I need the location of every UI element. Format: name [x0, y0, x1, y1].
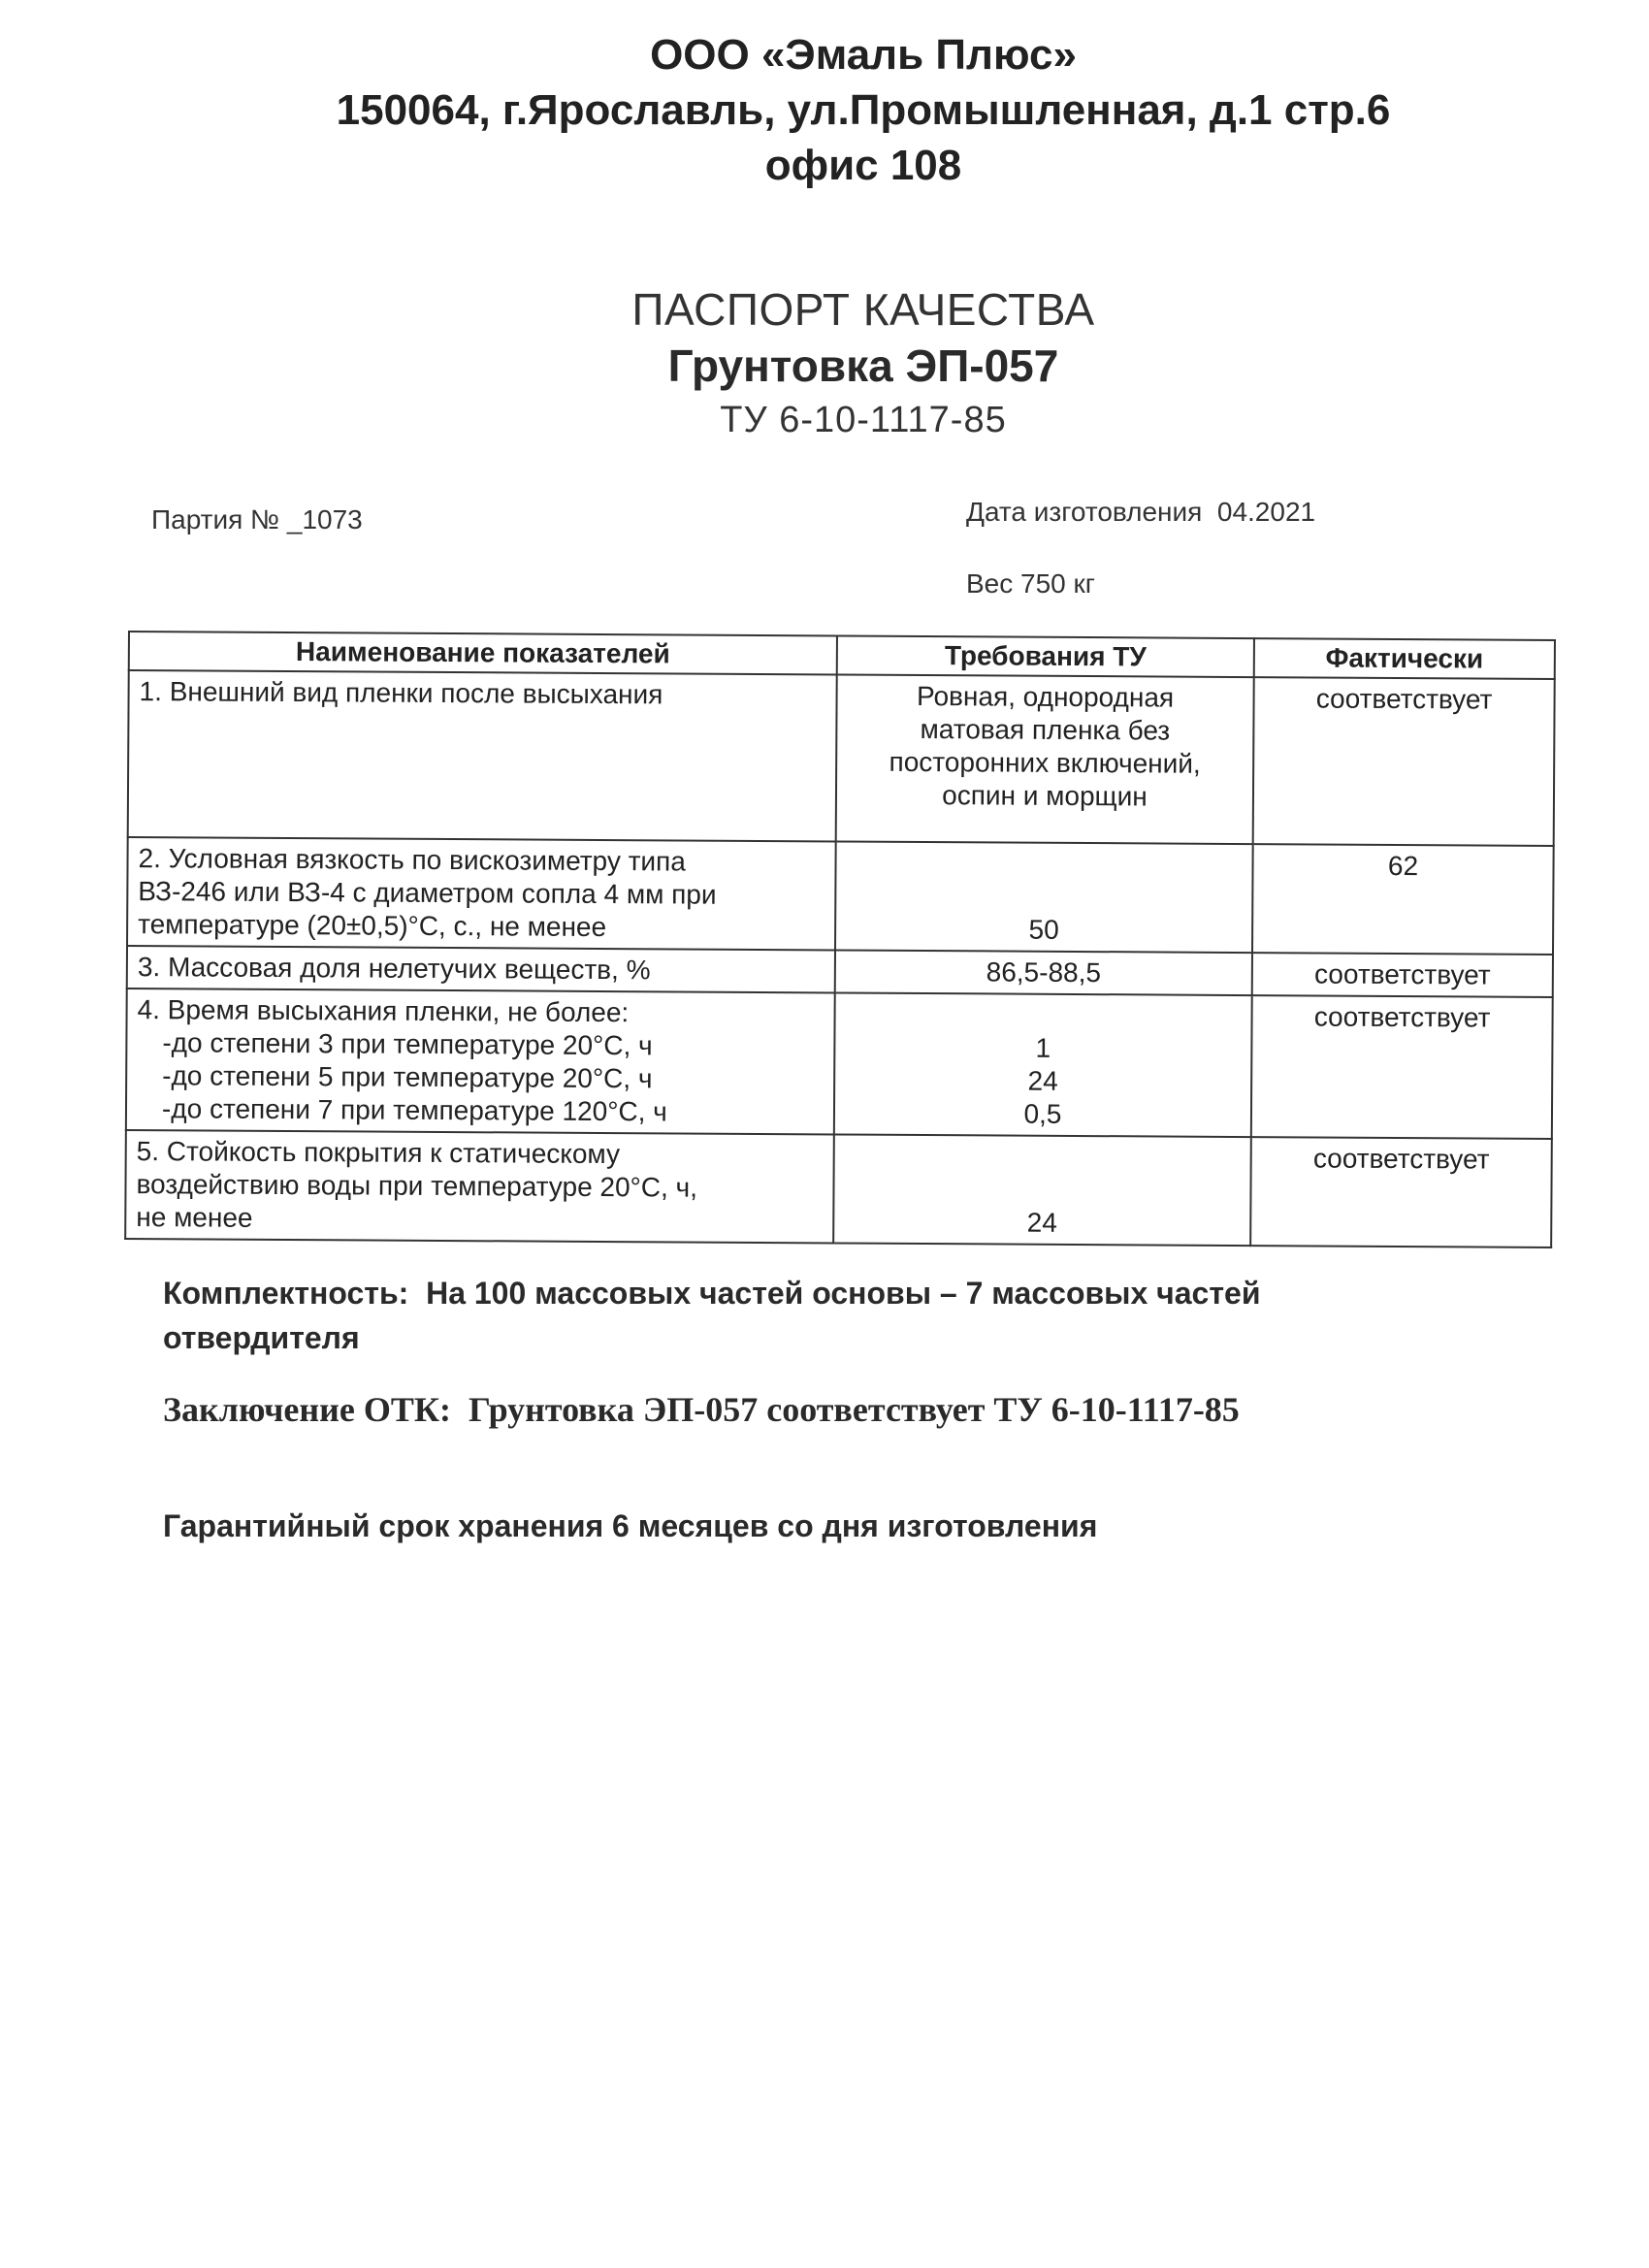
- specifications-table: [124, 631, 1556, 1248]
- header-indicator-name: Наименование показателей: [129, 632, 837, 674]
- table-row: [128, 670, 1555, 846]
- company-header: [0, 27, 1649, 193]
- actual-value: соответствует: [1251, 995, 1553, 1139]
- completeness-continuation: отвердителя: [163, 1320, 360, 1355]
- table-row: [125, 1130, 1552, 1247]
- indicator-line: 5. Стойкость покрытия к статическому: [136, 1136, 621, 1170]
- indicator-line: не менее: [136, 1202, 253, 1233]
- indicator-name: [127, 837, 836, 950]
- requirement: 24: [833, 1134, 1251, 1246]
- manufacture-date-value: 04.2021: [1216, 497, 1316, 527]
- indicator-line: воздействию воды при температуре 20°С, ч,: [136, 1169, 698, 1203]
- warranty-note: Гарантийный срок хранения 6 месяцев со дня изготовления: [163, 1508, 1098, 1543]
- company-address: 150064, г.Ярославль, ул.Промышленная, д.1 стр.6: [336, 86, 1391, 134]
- indicator-line: температуре (20±0,5)°С, с., не менее: [138, 909, 607, 943]
- requirement-line: посторонних включений,: [889, 746, 1201, 779]
- requirement: [836, 674, 1254, 844]
- conclusion-label: Заключение ОТК:: [163, 1390, 451, 1429]
- requirement-line: оспин и морщин: [942, 780, 1148, 812]
- requirement-line: матовая пленка без: [920, 713, 1171, 746]
- document-title: ПАСПОРТ КАЧЕСТВА: [631, 284, 1095, 335]
- requirement-line: 0,5: [1023, 1098, 1062, 1129]
- table-row: [127, 837, 1554, 955]
- indicator-line: ВЗ-246 или ВЗ-4 с диаметром сопла 4 мм при: [138, 876, 717, 910]
- indicator-line: 4. Время высыхания пленки, не более:: [137, 994, 630, 1028]
- actual-value: соответствует: [1253, 677, 1555, 846]
- indicator-line: -до степени 5 при температуре 20°С, ч: [162, 1060, 653, 1094]
- completeness-line: [163, 1271, 1260, 1315]
- indicator-line: 3. Массовая доля нелетучих веществ, %: [137, 952, 651, 986]
- indicator-line: -до степени 3 при температуре 20°С, ч: [162, 1027, 653, 1061]
- company-office: офис 108: [764, 142, 962, 189]
- completeness-text: На 100 массовых частей основы – 7 массовых частей: [426, 1276, 1261, 1311]
- indicator-name: [125, 1130, 834, 1243]
- requirement: [834, 992, 1252, 1137]
- manufacture-date-label: Дата изготовления: [966, 497, 1203, 527]
- requirement-line: 1: [1035, 1032, 1051, 1063]
- header-requirements: Требования ТУ: [837, 635, 1254, 677]
- requirement-line: 24: [1027, 1065, 1058, 1096]
- actual-value: 62: [1252, 844, 1554, 955]
- actual-value: соответствует: [1252, 953, 1553, 997]
- indicator-line: 1. Внешний вид пленки после высыхания: [139, 676, 663, 710]
- conclusion-text: Грунтовка ЭП-057 соответствует ТУ 6-10-1117-85: [468, 1390, 1240, 1429]
- header-actual: Фактически: [1254, 638, 1555, 679]
- actual-value: соответствует: [1250, 1137, 1552, 1247]
- qc-conclusion: [163, 1389, 1240, 1430]
- company-name: ООО «Эмаль Плюс»: [650, 31, 1077, 79]
- manufacture-date: [966, 497, 1315, 528]
- product-name: Грунтовка ЭП-057: [667, 340, 1059, 391]
- indicator-name: [126, 988, 835, 1134]
- technical-standard: ТУ 6-10-1117-85: [720, 400, 1007, 440]
- table-row: [126, 988, 1553, 1139]
- weight: Вес 750 кг: [966, 568, 1095, 599]
- requirement: 86,5-88,5: [835, 950, 1252, 995]
- batch-number: Партия № _1073: [151, 504, 363, 535]
- requirement: 50: [835, 841, 1253, 953]
- requirement-line: Ровная, однородная: [916, 680, 1175, 713]
- indicator-name: [128, 670, 837, 841]
- indicator-name: [127, 946, 835, 992]
- indicator-line: 2. Условная вязкость по вискозиметру типа: [138, 843, 686, 877]
- completeness: [163, 1271, 1260, 1360]
- completeness-label: Комплектность:: [163, 1276, 409, 1311]
- indicator-line: -до степени 7 при температуре 120°С, ч: [161, 1093, 667, 1127]
